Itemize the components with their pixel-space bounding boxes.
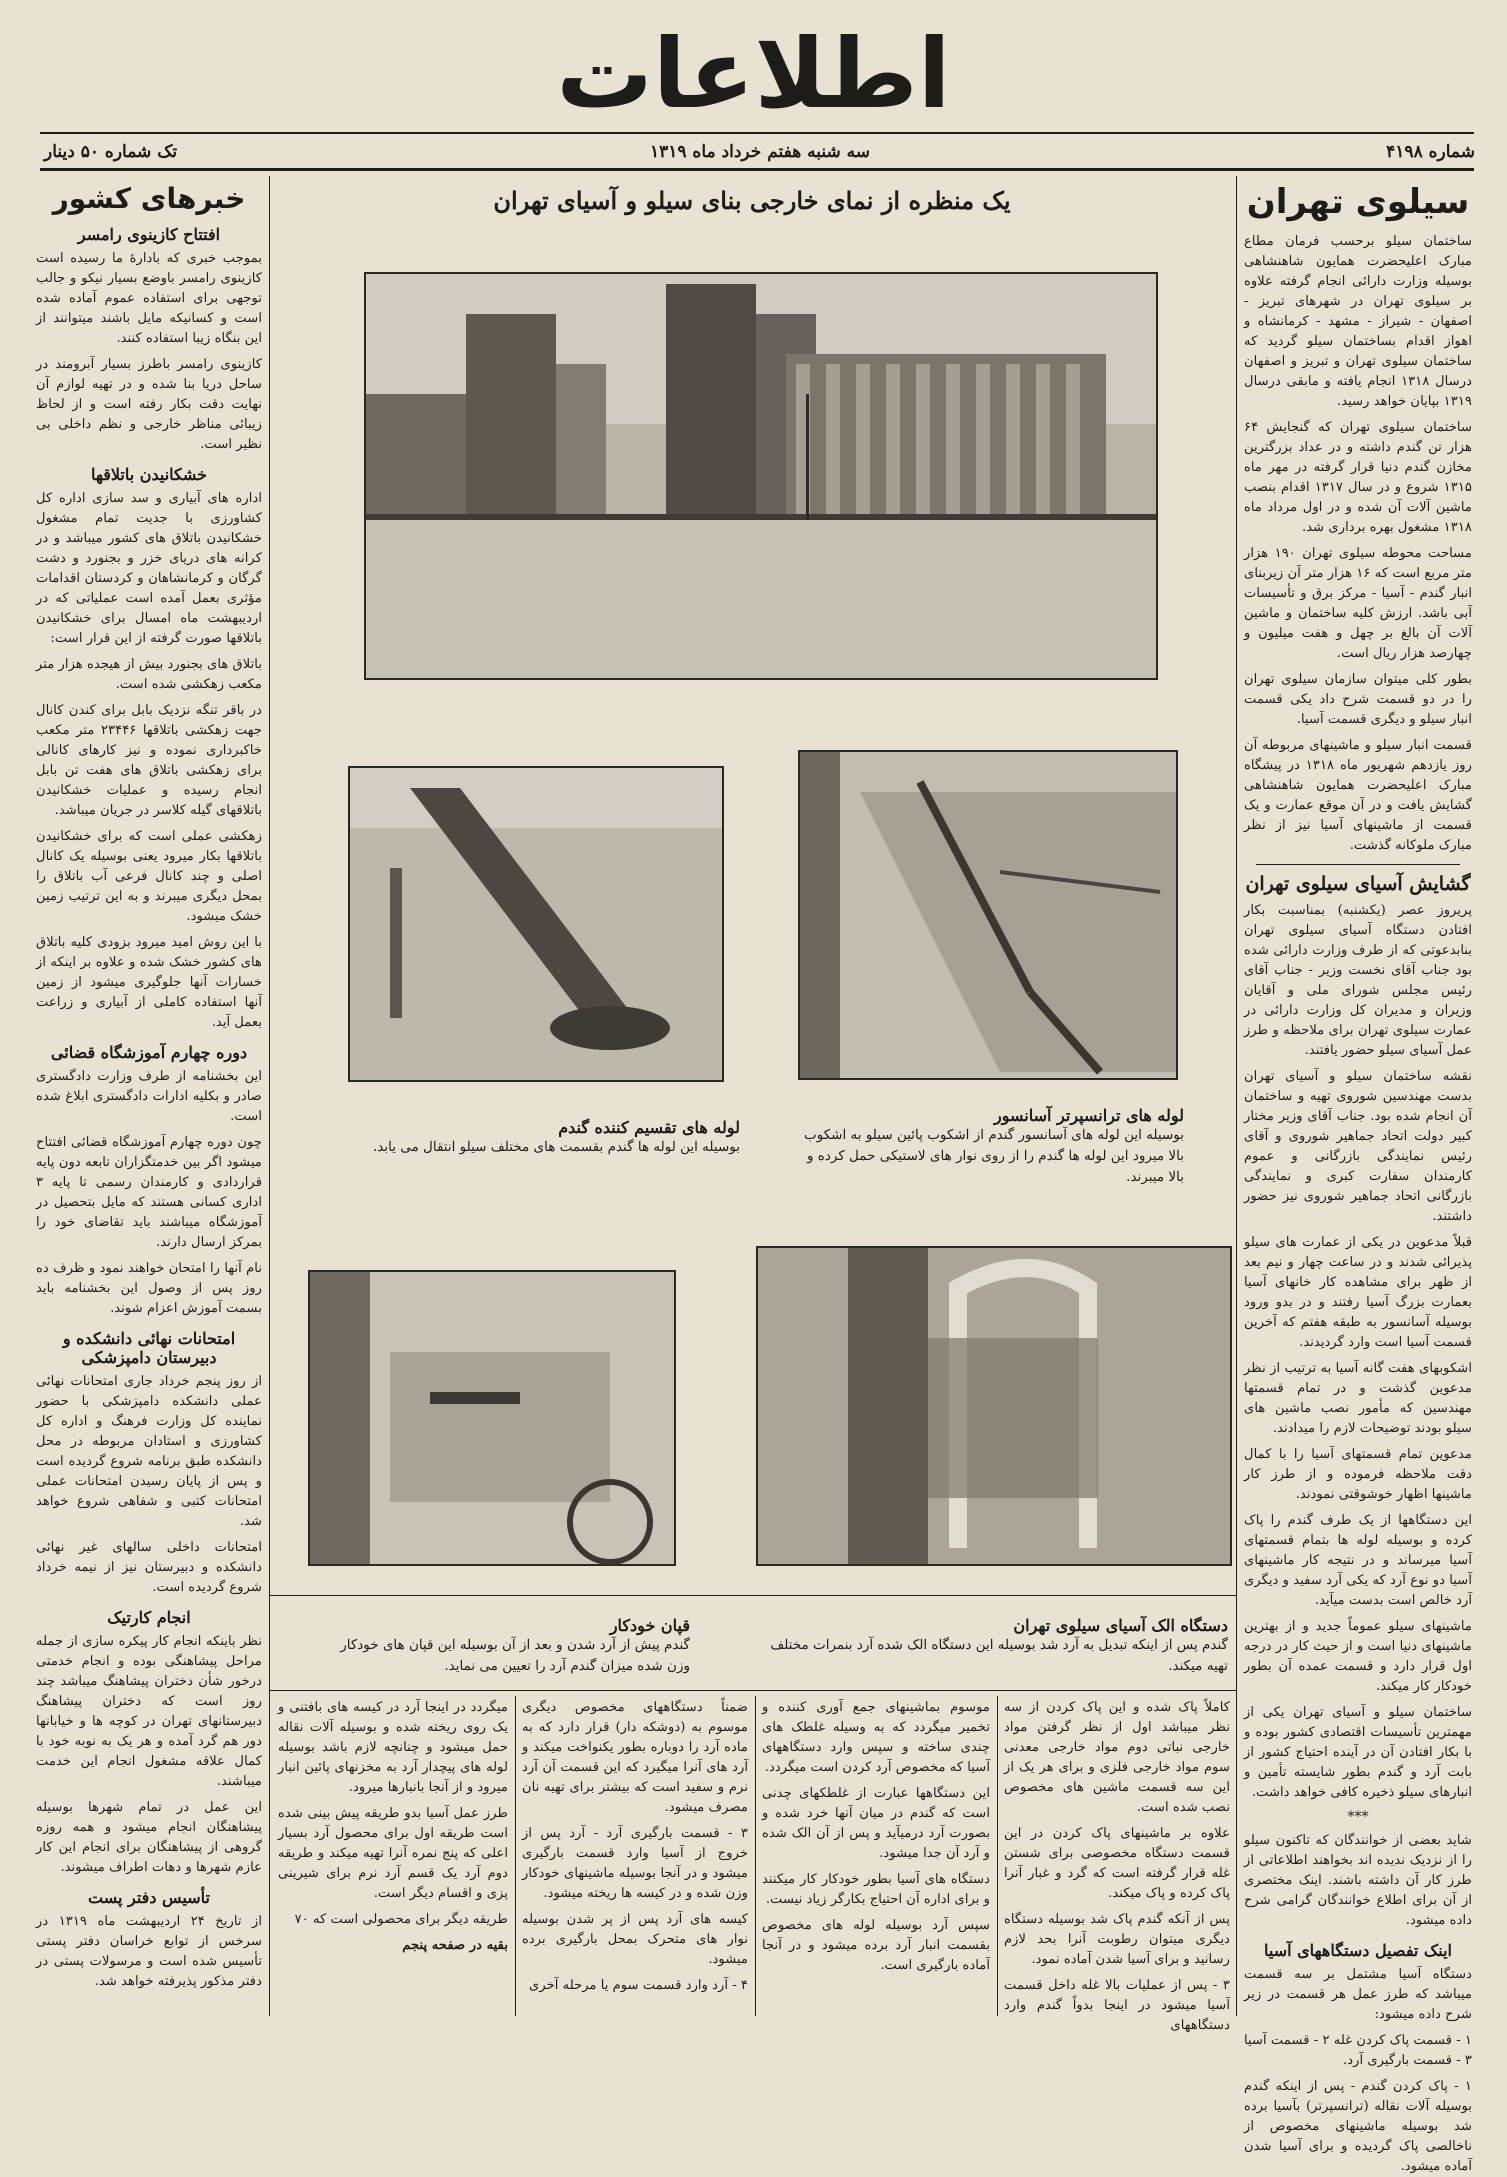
right-subheading: اینک تفصیل دستگاههای آسیا	[1264, 1941, 1452, 1960]
right-paragraph: پریروز عصر (یکشنبه) بمناسبت بکار افتادن دستگاه آسیای سیلوی تهران بنابدعوتی که از طرف وزارت دارائی شده بود جناب آقای نخست وزیر - جناب آقای رئیس مجلس شورای ملی و آقایان وزیران و مدیران کل وزارت دارائی در عمارت سیلوی تهران برای ملاحظه و طرز عمل آسیای سیلو حضور یافتند.	[1244, 903, 1472, 1058]
right-list-item: ۱ - پاک کردن گندم - پس از اینکه گندم بوسیله آلات نقاله (ترانسپرتر) بآسیا برده شد بوسیله ماشینهای مخصوص از ناخالصی پاک گردیده و برای آسیا شدن آماده میشود.	[1244, 2079, 1472, 2174]
column-divider	[269, 176, 270, 2016]
elevator-conveyor-photo	[798, 750, 1178, 1080]
bottom-paragraph: علاوه بر ماشینهای پاک کردن در این قسمت دستگاه مخصوصی برای شستن غله قرار گرفته است که گرد و غبار آنرا پاک کرده و پاک میکند.	[1004, 1826, 1230, 1901]
caption-sieve	[760, 1616, 1228, 1677]
article-heading: دوره چهارم آموزشگاه قضائی	[50, 1043, 248, 1062]
center-main-title: یک منظره از نمای خارجی بنای سیلو و آسیای تهران	[493, 186, 1011, 215]
article-paragraph: این بخشنامه از طرف وزارت دادگستری صادر و بکلیه ادارات دادگستری ابلاغ شده است.	[36, 1069, 262, 1124]
bottom-column	[762, 1698, 990, 2016]
right-list-item: ۱ - قسمت پاک کردن غله ۲ - قسمت آسیا ۳ - قسمت بارگیری آرد.	[1244, 2033, 1472, 2068]
masthead-title: اطلاعات	[556, 18, 951, 130]
right-column-title: سیلوی تهران	[1246, 182, 1470, 222]
article-paragraph: از روز پنجم خرداد جاری امتحانات نهائی عملی دانشکده دامپزشکی با حضور نماینده کل وزارت فرهنگ و اداره کل کشاورزی و استادان مربوطه در محل دانشکده طبق برنامه شروع گردیده است و پس از پایان رسیدن امتحانات عملی امتحانات کتبی و شفاهی شروع خواهد شد.	[36, 1374, 262, 1529]
article-paragraph: با این روش امید میرود بزودی کلیه باتلاق های کشور خشک شده و علاوه بر اینکه از خسارات آنها جلوگیری میشود از زمین آنها استفاده کاملی از آبیاری و زراعت بعمل آید.	[36, 935, 262, 1030]
caption-text: بوسیله این لوله های آسانسور گندم از اشکوب پائین سیلو به اشکوب بالا میرود این لوله ها گندم را از روی نوار های لاستیکی حمل کرده و بالا میبرند.	[804, 1127, 1184, 1185]
divider	[1256, 864, 1460, 865]
column-divider	[269, 1595, 1236, 1596]
bottom-paragraph: ضمناً دستگاههای مخصوص دیگری موسوم به (دوشکه دار) قرار دارد که به ماده آرد را دوباره بطور یکنواخت میکند و آرد های آنرا میگیرد که این قسمت آن آرد نرم و سفید است که بیشتر برای تهیه نان مصرف میشود.	[522, 1700, 748, 1815]
column-divider	[515, 1696, 516, 2016]
right-paragraph: ماشینهای سیلو عموماً جدید و از بهترین ماشینهای دنیا است و از حیث کار در درجه اول قرار دارد و قسمت عمده آن بطور خودکار کار میکند.	[1244, 1619, 1472, 1694]
article-paragraph: نام آنها را امتحان خواهند نمود و ظرف ده روز پس از وصول این بخشنامه باید بسمت آموزش اعزام شوند.	[36, 1261, 262, 1316]
right-paragraph: نقشه ساختمان سیلو و آسیای تهران بدست مهندسین شوروی تهیه و ساختمان آن انجام شده بود. جناب آقای وزیر مختار کبیر دولت اتحاد جماهیر شوروی و آقای رئیس نمایندگی بازرگانی و عموم کارمندان سفارت کبری و نمایندگی بازرگانی اتحاد جماهیر شوروی نیز حضور داشتند.	[1244, 1069, 1472, 1224]
caption-text: بوسیله این لوله ها گندم بقسمت های مختلف سیلو انتقال می یابد.	[372, 1139, 740, 1155]
caption-title: دستگاه الک آسیای سیلوی تهران	[1013, 1616, 1228, 1635]
continued-notice: بقیه در صفحه پنجم	[402, 1938, 508, 1953]
bottom-paragraph: میگردد در اینجا آرد در کیسه های بافتنی و یک روی ریخته شده و بوسیله آلات نقاله حمل میشود و چنانچه لازم باشد بوسیله لوله های پیچدار آرد به مخزنهای پائین انبار میرود و از آنجا بانبارها میرود.	[278, 1700, 508, 1795]
article-paragraph: باتلاق های بجنورد بیش از هیجده هزار متر مکعب زهکشی شده است.	[36, 657, 262, 692]
right-paragraph: ساختمان سیلوی تهران که گنجایش ۶۴ هزار تن گندم داشته و در عداد بزرگترین مخازن گندم دنیا قرار گرفته در مهر ماه ۱۳۱۵ شروع و در سال ۱۳۱۷ اقدام بنصب ماشین آلات آن شده و در اول مرداد ماه ۱۳۱۸ مشغول بهره برداری شد.	[1244, 420, 1472, 535]
article-heading: انجام کارتیک	[107, 1608, 191, 1627]
dateline-rule	[40, 168, 1474, 171]
right-paragraph: قسمت انبار سیلو و ماشینهای مربوطه آن روز یازدهم شهریور ماه ۱۳۱۸ در پیشگاه مبارک اعلیحضرت همایون شاهنشاهی گشایش یافت و در آن موقع عمارت و یک قسمت از ماشینهای آسیا نیز از نظر مبارک ملوکانه گذشت.	[1244, 738, 1473, 853]
right-subheading: گشایش آسیای سیلوی تهران	[1245, 873, 1471, 895]
right-column	[1244, 178, 1473, 2174]
article-paragraph: اداره های آبیاری و سد سازی اداره کل کشاورزی با جدیت تمام مشغول خشکانیدن باتلاق های کشور میباشد و در کرانه های دریای خزر و بجنورد و دشت گرگان و کرمانشاهان و کردستان اقدامات مؤثری بعمل آمده است عملیاتی که در اردیبهشت ماه امسال برای خشکانیدن باتلاقها صورت گرفته از این قرار است:	[36, 491, 262, 646]
bottom-paragraph: این دستگاهها عبارت از غلطکهای چدنی است که گندم در میان آنها خرد شده و بصورت آرد درمیآید و پس از آن الک شده و آرد آن جدا میشود.	[762, 1786, 990, 1861]
article-heading: خشکانیدن باتلاقها	[90, 465, 208, 484]
bottom-column	[522, 1698, 748, 2016]
article-paragraph: زهکشی عملی است که برای خشکانیدن باتلاقها بکار میرود یعنی بوسیله یک کانال اصلی و چند کانال فرعی آب باتلاق را بمحل دیگری میبرند و به این ترتیب زمین خشک میشود.	[36, 829, 262, 924]
bottom-column	[278, 1698, 508, 2016]
issue-date: سه شنبه هفتم خرداد ماه ۱۳۱۹	[649, 142, 871, 162]
bottom-paragraph: کاملاً پاک شده و این پاک کردن از سه نظر میباشد اول از نظر گرفتن مواد خارجی نباتی دوم مواد خارجی معدنی سوم مواد خارجی فلزی و برای هر یک از این سه قسمت ماشین های مخصوص نصب شده است.	[1004, 1700, 1230, 1815]
article-paragraph: بموجب خبری که بادارهٔ ما رسیده است کازینوی رامسر باوضع بسیار نیکو و جالب توجهی برای استفاده عموم آماده شده است و کسانیکه مایل باشند میتوانند از این بنگاه زیبا استفاده کنند.	[36, 251, 262, 346]
top-rule	[40, 132, 1474, 134]
right-paragraph: اشکوبهای هفت گانه آسیا به ترتیب از نظر مدعوین گذشت و در تمام قسمتها مهندسین که مأمور نصب ماشین های سیلو بودند توضیحات لازم را میدادند.	[1244, 1361, 1472, 1436]
right-paragraph: بطور کلی میتوان سازمان سیلوی تهران را در دو قسمت شرح داد یکی قسمت انبار سیلو و دیگری قسمت آسیا.	[1244, 672, 1472, 727]
caption-text: گندم پس از اینکه تبدیل به آرد شد بوسیله این دستگاه الک شده آرد بنمرات مختلف تهیه میکند.	[770, 1637, 1228, 1674]
bottom-paragraph: ۳ - قسمت بارگیری آرد - آرد پس از خروج از آسیا وارد قسمت بارگیری میشود و در آنجا بوسیله ماشینهای خودکار وزن شده و در کیسه ها ریخته میشود.	[522, 1826, 748, 1901]
bottom-paragraph: طریقه دیگر برای محصولی است که ۷۰	[294, 1912, 508, 1927]
article-heading: تأسیس دفتر پست	[88, 1888, 210, 1907]
caption-text: گندم پیش از آرد شدن و بعد از آن بوسیله این قپان های خودکار وزن شده میزان گندم آرد را تعیین می نماید.	[340, 1637, 690, 1674]
right-paragraph: قبلاً مدعوین در یکی از عمارت های سیلو پذیرائی شدند و در ساعت چهار و نیم بعد از ظهر برای مشاهده کار خانهای آسیا بعمارت بزرگ آسیا رفتند و در بدو ورود بوسیله آسانسور به طبقه هفتم که آخرین قسمت آسیا است وارد گردیدند.	[1244, 1235, 1472, 1350]
article-paragraph: نظر باینکه انجام کار پیکره سازی از جمله مراحل پیشاهنگی بوده و انجام خدمتی درخور شأن دختران پیشاهنگ میباشد چند روز است که دختران پیشاهنگ دبیرستانهای تهران در کوچه ها و خیابانها دور هم گرد آمده و هر یک به نوبه خود با کمال علاقه مشغول انجام این خدمت میباشند.	[36, 1634, 262, 1789]
article-paragraph: این عمل در تمام شهرها بوسیله پیشاهنگان انجام میشود و همه روزه گروهی از پیشاهنگان برای انجام این کار عازم شهرها و دهات اطراف میشوند.	[36, 1800, 262, 1875]
article-paragraph: از تاریخ ۲۴ اردیبهشت ماه ۱۳۱۹ در سرخس از توابع خراسان دفتر پستی تأسیس شده است و مرسولات پستی در دفتر مذکور پذیرفته خواهد شد.	[36, 1914, 263, 1989]
caption-elevator	[800, 1106, 1184, 1188]
caption-title: قپان خودکار	[609, 1616, 690, 1635]
bottom-paragraph: سپس آرد بوسیله لوله های مخصوص بقسمت انبار آرد برده میشود و در آنجا آماده بارگیری است.	[762, 1918, 990, 1973]
issue-number: شماره ۴۱۹۸	[1386, 142, 1475, 162]
caption-title: لوله های تقسیم کننده گندم	[558, 1118, 740, 1137]
caption-scale	[330, 1616, 690, 1677]
right-paragraph: شاید بعضی از خوانندگان که تاکنون سیلو را از نزدیک ندیده اند بخواهند اطلاعاتی از طرز کار آن داشته باشند. اینک مختصری از آن برای اطلاع خوانندگان گرامی شرح داده میشود.	[1244, 1833, 1472, 1928]
automatic-scale-photo	[308, 1270, 676, 1566]
article-paragraph: کازینوی رامسر باطرز بسیار آبرومند در ساحل دریا بنا شده و در تهیه لوازم آن نهایت دقت بکار رفته است و از لحاظ زیبائی مناظر خارجی و نظم داخلی بی نظیر است.	[36, 357, 262, 452]
bottom-section-rule	[270, 1690, 1236, 1691]
bottom-paragraph: پس از آنکه گندم پاک شد بوسیله دستگاه دیگری میتوان رطوبت آنرا بحد لازم رسانید و برای آسیا شدن آماده نمود.	[1004, 1912, 1230, 1967]
right-paragraph: مدعوین تمام قسمتهای آسیا را با کمال دقت ملاحظه فرموده و از طرز کار ماشینها اظهار خوشوقتی نمودند.	[1244, 1447, 1472, 1502]
right-paragraph: ساختمان سیلو و آسیای تهران یکی از مهمترین تأسیسات اقتصادی کشور بوده و با بکار افتادن آن در آینده احتیاج کشور از بابت آرد و گندم بطور شایسته تأمین و انبارهای سیلو ذخیره کافی خواهد داشت.	[1244, 1705, 1472, 1800]
right-paragraph: مساحت محوطه سیلوی تهران ۱۹۰ هزار متر مربع است که ۱۶ هزار متر آن زیربنای انبار گندم - آسیا - مرکز برق و تأسیسات آبی باشد. ارزش کلیه ساختمان و ماشین آلات آن بالغ بر چهل و هفت میلیون و چهارصد هزار ریال است.	[1244, 546, 1472, 661]
bottom-paragraph: موسوم بماشینهای جمع آوری کننده و تخمیر میگردد که به وسیله غلطک های چندی ساخته و سپس وارد دستگاههای آسیا که مخصوص آرد کردن است میگردد.	[762, 1700, 990, 1775]
sieve-apparatus-photo	[756, 1246, 1232, 1566]
bottom-paragraph: کیسه های آرد پس از پر شدن بوسیله نوار های متحرک بمحل بارگیری برده میشود.	[522, 1912, 748, 1967]
column-divider	[997, 1696, 998, 2016]
article-heading: امتحانات نهائی دانشکده و دبیرستان دامپزشکی	[62, 1329, 236, 1367]
right-paragraph: این دستگاهها از یک طرف گندم را پاک کرده و بوسیله لوله ها بتمام قسمتهای آسیا میرساند و در نتیجه کار ماشینهای آسیا دو نوع آرد که یکی آرد سفید و دیگری آرد خالص است بدست میآید.	[1244, 1513, 1472, 1608]
bottom-paragraph: دستگاه های آسیا بطور خودکار کار میکنند و برای اداره آن احتیاج بکارگر زیاد نیست.	[762, 1872, 990, 1907]
left-column-title: خبرهای کشور	[52, 182, 246, 215]
caption-distribution	[368, 1118, 740, 1158]
article-paragraph: امتحانات داخلی سالهای غیر نهائی دانشکده و دبیرستان نیز از نیمه خرداد شروع گردیده است.	[36, 1540, 262, 1595]
article-heading: افتتاح کازینوی رامسر	[77, 225, 221, 244]
article-paragraph: در باقر تنگه نزدیک بابل برای کندن کانال جهت زهکشی باتلاقها ۲۳۴۴۶ متر مکعب خاکبرداری نموده و نیز کارهای کانالی برای زهکشی باتلاق های هفت تن بابل انجام رسیده و عملیات خشکانیدن باتلاقهای گیله کلاسر در جریان میباشد.	[36, 703, 262, 818]
article-paragraph: چون دوره چهارم آموزشگاه قضائی افتتاح میشود اگر بین خدمتگزاران تابعه دون پایه قراردادی و کارمندان رسمی تا پایه ۳ اداری کسانی هستند که مایل بتحصیل در آموزشگاه میباشند باید تقاضای خود را بمرکز ارسال دارند.	[36, 1135, 262, 1250]
column-divider	[1236, 176, 1237, 2016]
column-divider	[755, 1696, 756, 2016]
issue-price: تک شماره ۵۰ دینار	[44, 142, 178, 162]
silo-exterior-photo	[364, 272, 1158, 680]
right-paragraph: ساختمان سیلو برحسب فرمان مطاع مبارک اعلیحضرت همایون شاهنشاهی بوسیله وزارت دارائی انجام گرفته علاوه بر سیلوی تهران در شهرهای تبریز - اصفهان - شیراز - مشهد - کرمانشاه و اهواز اقدام بساختمان سیلو گردید که ساختمان سیلوی تهران و تبریز و اصفهان درسال ۱۳۱۸ انجام یافته و مابقی درسال ۱۳۱۹ بپایان خواهد رسید.	[1244, 234, 1472, 409]
bottom-column	[1004, 1698, 1230, 2033]
bottom-paragraph: ۳ - پس از عملیات بالا غله داخل قسمت آسیا میشود در اینجا بدواً گندم وارد دستگاههای	[1004, 1978, 1230, 2033]
caption-title: لوله های ترانسپرتر آسانسور	[994, 1106, 1184, 1125]
left-column	[36, 178, 262, 2016]
stars-separator: ***	[1347, 1809, 1369, 1825]
bottom-paragraph: ۴ - آرد وارد قسمت سوم یا مرحله آخری	[529, 1978, 748, 1993]
bottom-paragraph: طرز عمل آسیا بدو طریقه پیش بینی شده است طریقه اول برای محصول آرد بسیار اعلی که پنج نمره آنرا تهیه میکند و طریقه دوم آرد یک قسم آرد نرم برای شیرینی پزی و اقسام دیگر است.	[278, 1806, 508, 1901]
distribution-pipes-photo	[348, 766, 724, 1082]
right-paragraph: دستگاه آسیا مشتمل بر سه قسمت میباشد که طرز عمل هر قسمت در زیر شرح داده میشود:	[1244, 1967, 1472, 2022]
